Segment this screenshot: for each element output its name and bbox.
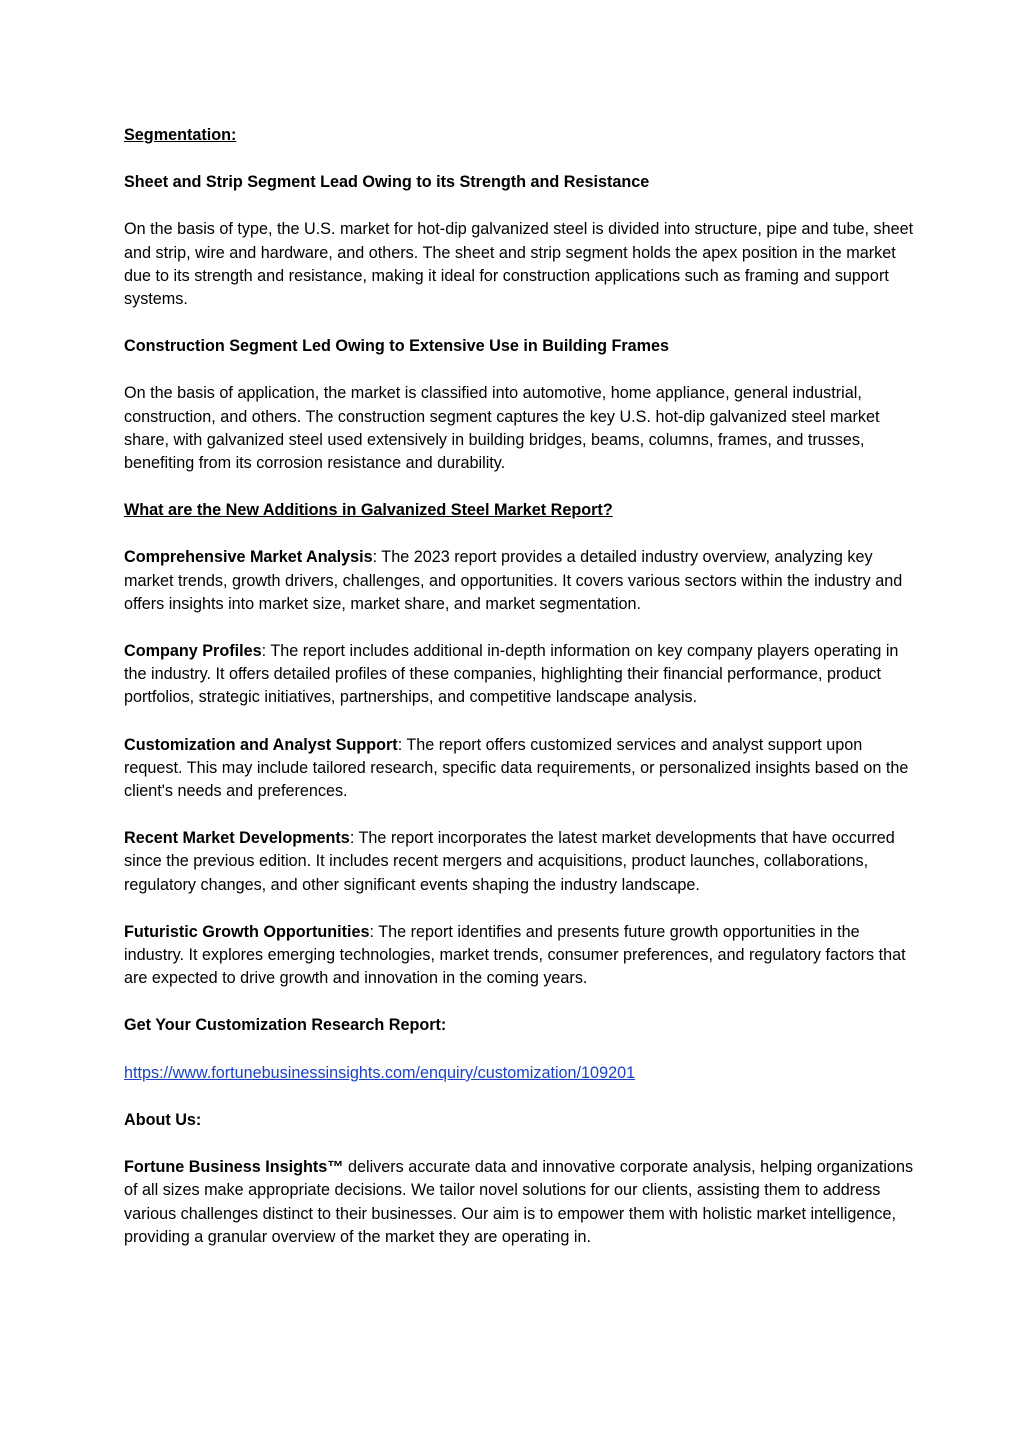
addition-term: Customization and Analyst Support: [124, 735, 398, 754]
addition-term: Company Profiles: [124, 642, 262, 661]
company-name: Fortune Business Insights™: [124, 1158, 344, 1177]
addition-term: Recent Market Developments: [124, 829, 350, 848]
addition-item: [124, 546, 914, 616]
customization-heading: Get Your Customization Research Report:: [124, 1016, 447, 1035]
addition-text: : The report offers customized services and analyst support upon request. This may include tailored research, specific data requirements, or personalized insights based on the client's needs and preferences.: [124, 735, 909, 801]
type-segment-paragraph: On the basis of type, the U.S. market for hot-dip galvanized steel is divided into structure, pipe and tube, sheet and strip, wire and hardware, and others. The sheet and strip segment holds the apex position in the market due to its strength and resistance, making it ideal for construction applications such as framing and support systems.: [124, 220, 914, 309]
type-segment-heading: Sheet and Strip Segment Lead Owing to its Strength and Resistance: [124, 173, 650, 192]
segmentation-heading: Segmentation:: [124, 126, 237, 144]
addition-item: [124, 640, 914, 710]
addition-item: [124, 921, 914, 991]
about-heading: About Us:: [124, 1110, 202, 1129]
new-additions-heading: What are the New Additions in Galvanized Steel Market Report?: [124, 501, 613, 520]
addition-text: : The 2023 report provides a detailed industry overview, analyzing key market trends, growth drivers, challenges, and opportunities. It covers various sectors within the industry and offers insights into market size, market share, and market segmentation.: [124, 548, 903, 613]
customization-link-line: [124, 1062, 914, 1085]
customization-link[interactable]: https://www.fortunebusinessinsights.com/enquiry/customization/109201: [124, 1063, 636, 1082]
addition-item: [124, 734, 914, 804]
addition-text: : The report identifies and presents future growth opportunities in the industry. It explores emerging technologies, market trends, consumer preferences, and regulatory factors that are expected to drive growth and innovation in the coming years.: [124, 922, 906, 988]
about-paragraph: [124, 1156, 914, 1249]
addition-text: : The report includes additional in-depth information on key company players operating in the industry. It offers detailed profiles of these companies, highlighting their financial performance, product portfolios, strategic initiatives, partnerships, and competitive landscape analysis.: [124, 642, 899, 707]
addition-text: : The report incorporates the latest market developments that have occurred since the previous edition. It includes recent mergers and acquisitions, product launches, collaborations, regulatory changes, and other significant events shaping the industry landscape.: [124, 829, 895, 894]
addition-term: Futuristic Growth Opportunities: [124, 922, 370, 941]
about-text: delivers accurate data and innovative corporate analysis, helping organizations of all sizes make appropriate decisions. We tailor novel solutions for our clients, assisting them to address various challenges distinct to their businesses. Our aim is to empower them with holistic market intelligence, providing a granular overview of the market they are operating in.: [124, 1158, 914, 1246]
addition-item: [124, 827, 914, 897]
addition-term: Comprehensive Market Analysis: [124, 548, 373, 567]
application-segment-paragraph: On the basis of application, the market is classified into automotive, home appliance, general industrial, construction, and others. The construction segment captures the key U.S. hot-dip galvanized steel market share, with galvanized steel used extensively in building bridges, beams, columns, frames, and trusses, benefiting from its corrosion resistance and durability.: [124, 384, 880, 473]
document-body: [124, 124, 914, 1249]
application-segment-heading: Construction Segment Led Owing to Extensive Use in Building Frames: [124, 337, 670, 356]
